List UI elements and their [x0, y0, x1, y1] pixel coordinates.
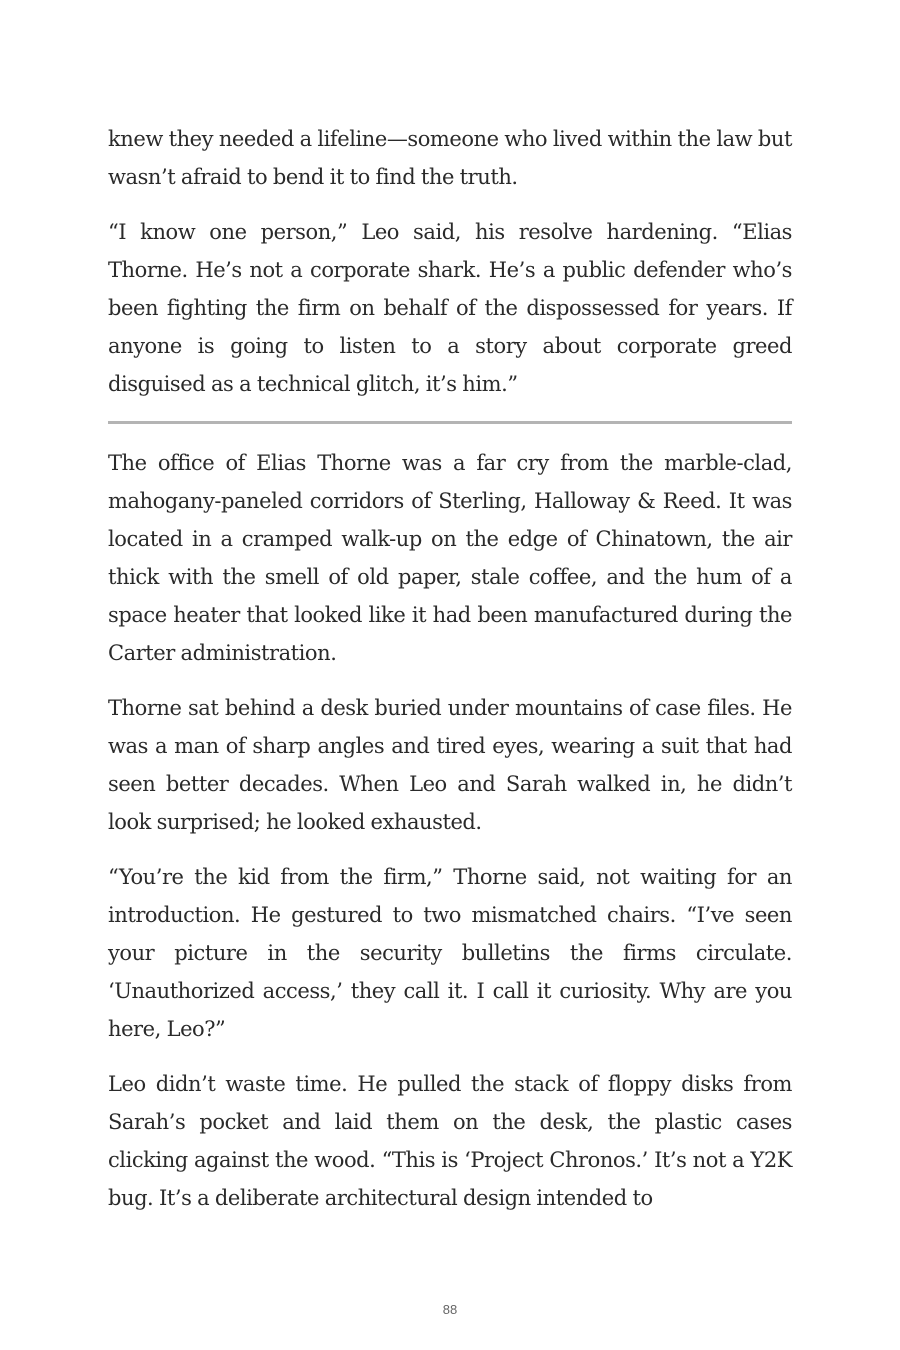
page-number: 88: [442, 1302, 458, 1317]
paragraph: knew they needed a lifeline—someone who lived within the law but wasn’t afraid to bend it to find the truth.: [108, 127, 792, 189]
paragraph: Thorne sat behind a desk buried under mountains of case files. He was a man of sharp angles and tired eyes, wearing a suit that had seen better decades. When Leo and Sarah walked in, he didn’t look surprised; he looked exhausted.: [108, 696, 792, 834]
paragraph: The office of Elias Thorne was a far cry from the marble-clad, mahogany-paneled corridors of Sterling, Halloway & Reed. It was located in a cramped walk-up on the edge of Chinatown, the air thick with the smell of old paper, stale coffee, and the hum of a space heater that looked like it had been manufactured during the Carter administration.: [108, 451, 792, 665]
page-body: [108, 120, 792, 1234]
scene-break-divider: [108, 421, 792, 424]
paragraph: Leo didn’t waste time. He pulled the stack of floppy disks from Sarah’s pocket and laid them on the desk, the plastic cases clicking against the wood. “This is ‘Project Chronos.’ It’s not a Y2K bug. It’s a deliberate architectural design intended to: [108, 1072, 792, 1210]
paragraph: “I know one person,” Leo said, his resolve hardening. “Elias Thorne. He’s not a corporate shark. He’s a public defender who’s been fighting the firm on behalf of the dispossessed for years. If anyone is going to listen to a story about corporate greed disguised as a technical glitch, it’s him.”: [108, 220, 792, 396]
paragraph: “You’re the kid from the firm,” Thorne said, not waiting for an introduction. He gestured to two mismatched chairs. “I’ve seen your picture in the security bulletins the firms circulate. ‘Unauthorized access,’ they call it. I call it curiosity. Why are you here, Leo?”: [108, 865, 792, 1041]
